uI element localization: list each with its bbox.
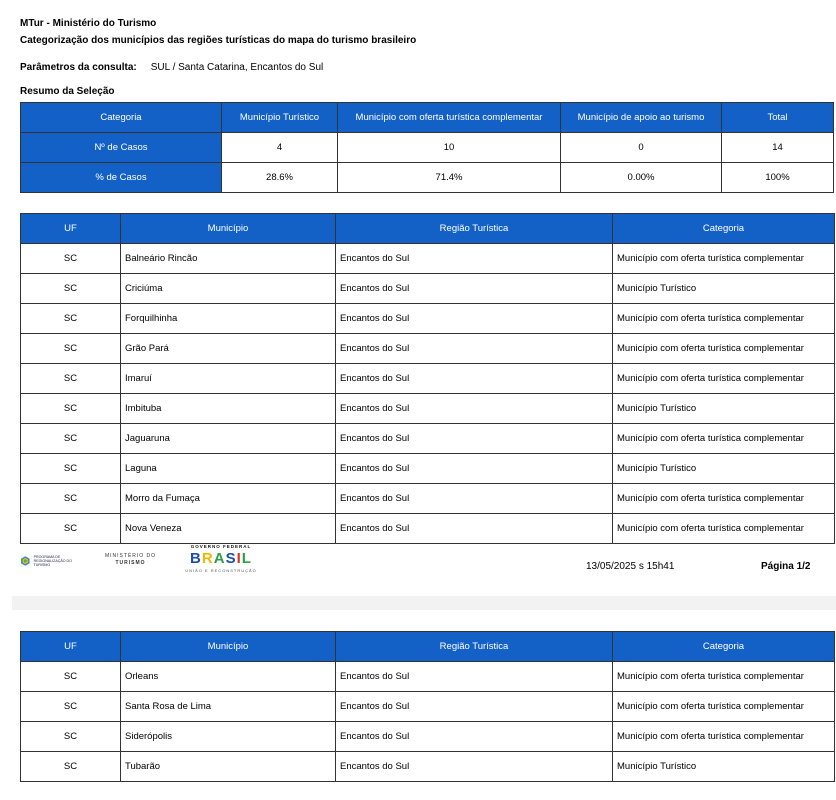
list-header: UF [21,214,121,244]
categoria-cell: Município Turístico [613,752,835,782]
ministerio-logo-top: MINISTÉRIO DO [105,553,157,559]
categoria-cell: Município com oferta turística complementar [613,484,835,514]
uf-cell: SC [21,244,121,274]
regionalizacao-logo-text: PROGRAMA DE REGIONALIZAÇÃO DO TURISMO [33,555,72,567]
brasil-letter: A [213,550,226,567]
summary-row-label: Nº de Casos [21,133,222,163]
summary-cell: 100% [722,163,834,193]
table-row [21,514,835,544]
list-header: Categoria [613,214,835,244]
uf-cell: SC [21,364,121,394]
brasil-letter: S [225,550,237,567]
regiao-cell: Encantos do Sul [336,424,613,454]
regiao-cell: Encantos do Sul [336,364,613,394]
table-row [21,364,835,394]
gov-logo-bottom: UNIÃO E RECONSTRUÇÃO [185,568,257,573]
municipio-cell: Morro da Fumaça [121,484,336,514]
table-row [21,244,835,274]
table-row [21,334,835,364]
categoria-cell: Município com oferta turística complementar [613,514,835,544]
municipio-cell: Tubarão [121,752,336,782]
municipio-cell: Jaguaruna [121,424,336,454]
regiao-cell: Encantos do Sul [336,274,613,304]
regionalizacao-logo [20,546,78,576]
list-header: UF [21,632,121,662]
regiao-cell: Encantos do Sul [336,304,613,334]
uf-cell: SC [21,484,121,514]
list-header: Município [121,214,336,244]
uf-cell: SC [21,722,121,752]
municipio-cell: Grão Pará [121,334,336,364]
regiao-cell: Encantos do Sul [336,334,613,364]
summary-cell: 28.6% [222,163,338,193]
municipio-cell: Orleans [121,662,336,692]
summary-cell: 10 [338,133,561,163]
query-parameters [20,62,323,73]
summary-row-percent [21,163,834,193]
regionalizacao-logo-icon [20,551,31,571]
table-row [21,424,835,454]
municipio-cell: Siderópolis [121,722,336,752]
table-row [21,692,835,722]
summary-title: Resumo da Seleção [20,86,115,97]
ministerio-turismo-logo [105,553,156,566]
summary-header: Total [722,103,834,133]
governo-federal-logo [176,544,266,577]
table-row [21,752,835,782]
gov-logo-top: GOVERNO FEDERAL [190,544,252,549]
regiao-cell: Encantos do Sul [336,244,613,274]
categoria-cell: Município com oferta turística complementar [613,244,835,274]
summary-cell: 71.4% [338,163,561,193]
uf-cell: SC [21,514,121,544]
report-subtitle: Categorização dos municípios das regiões turísticas do mapa do turismo brasileiro [20,35,417,46]
table-row [21,454,835,484]
regiao-cell: Encantos do Sul [336,662,613,692]
categoria-cell: Município com oferta turística complementar [613,364,835,394]
regiao-cell: Encantos do Sul [336,514,613,544]
page-number: Página 1/2 [761,561,811,572]
categoria-cell: Município com oferta turística complementar [613,722,835,752]
list-header-row [21,214,835,244]
summary-table [20,102,834,193]
municipality-table-page1 [20,213,835,544]
report-title: MTur - Ministério do Turismo [20,18,157,29]
municipio-cell: Imbituba [121,394,336,424]
table-row [21,662,835,692]
categoria-cell: Município Turístico [613,454,835,484]
brasil-letter: B [190,550,202,567]
regiao-cell: Encantos do Sul [336,394,613,424]
summary-header: Município com oferta turística complementar [338,103,561,133]
summary-header: Município Turístico [222,103,338,133]
categoria-cell: Município com oferta turística complementar [613,304,835,334]
summary-cell: 0 [561,133,722,163]
municipio-cell: Santa Rosa de Lima [121,692,336,722]
municipality-table-page2 [20,631,835,782]
summary-header-row [21,103,834,133]
list-header: Região Turística [336,632,613,662]
params-label: Parâmetros da consulta: [20,62,137,73]
categoria-cell: Município com oferta turística complementar [613,662,835,692]
regiao-cell: Encantos do Sul [336,752,613,782]
brasil-letter: R [201,550,214,567]
brasil-letter: I [236,550,242,567]
gov-logo-brasil-text [190,550,252,567]
uf-cell: SC [21,662,121,692]
regiao-cell: Encantos do Sul [336,484,613,514]
municipio-cell: Nova Veneza [121,514,336,544]
summary-cell: 4 [222,133,338,163]
list-header: Categoria [613,632,835,662]
summary-row-label: % de Casos [21,163,222,193]
categoria-cell: Município com oferta turística complementar [613,424,835,454]
brasil-letter: L [241,550,252,567]
municipio-cell: Imaruí [121,364,336,394]
list-body-page2 [21,662,835,782]
gov-logo-brasil [176,550,266,567]
uf-cell: SC [21,304,121,334]
regiao-cell: Encantos do Sul [336,722,613,752]
table-row [21,274,835,304]
summary-header: Categoria [21,103,222,133]
regiao-cell: Encantos do Sul [336,454,613,484]
municipio-cell: Forquilhinha [121,304,336,334]
municipio-cell: Laguna [121,454,336,484]
generated-date: 13/05/2025 s 15h41 [586,561,675,572]
params-value: SUL / Santa Catarina, Encantos do Sul [150,62,324,73]
categoria-cell: Município com oferta turística complementar [613,692,835,722]
uf-cell: SC [21,424,121,454]
uf-cell: SC [21,274,121,304]
summary-cell: 0.00% [561,163,722,193]
summary-cell: 14 [722,133,834,163]
table-row [21,394,835,424]
table-row [21,304,835,334]
municipio-cell: Balneário Rincão [121,244,336,274]
list-header: Região Turística [336,214,613,244]
categoria-cell: Município Turístico [613,394,835,424]
uf-cell: SC [21,394,121,424]
municipio-cell: Criciúma [121,274,336,304]
list-body-page1 [21,244,835,544]
uf-cell: SC [21,692,121,722]
categoria-cell: Município com oferta turística complementar [613,334,835,364]
uf-cell: SC [21,454,121,484]
table-row [21,484,835,514]
page-separator [12,596,836,610]
ministerio-logo-bottom: TURISMO [115,560,146,566]
list-header: Município [121,632,336,662]
list-header-row [21,632,835,662]
summary-header: Município de apoio ao turismo [561,103,722,133]
regiao-cell: Encantos do Sul [336,692,613,722]
categoria-cell: Município Turístico [613,274,835,304]
uf-cell: SC [21,752,121,782]
summary-row-cases [21,133,834,163]
table-row [21,722,835,752]
uf-cell: SC [21,334,121,364]
